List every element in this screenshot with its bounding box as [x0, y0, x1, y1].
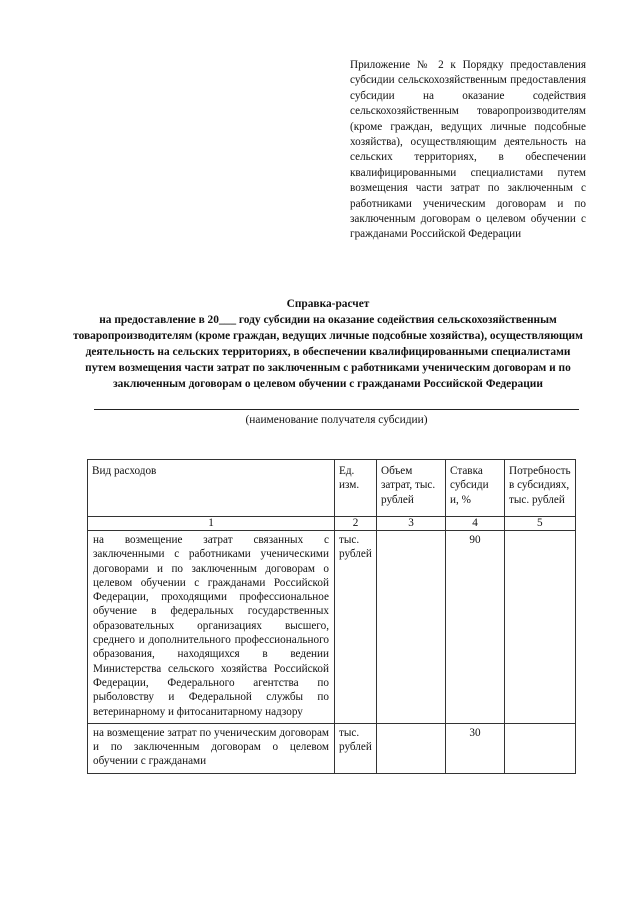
- column-number: 5: [505, 517, 576, 531]
- header-expense-type: Вид расходов: [88, 460, 335, 517]
- row-expense-description: на возмещение затрат связанных с заключенными с работниками ученическими договорами и по заключенным договорам о целевом обучении с гражданами Российской Федерации, проходящими профессиональное обучение в федеральных государственных образовательных организациях высшего, среднего и дополнительного профессионального образования, находящихся в ведении Министерства сельского хозяйства Российской Федерации, Федерального агентства по рыболовству и Федеральной службы по ветеринарному и фитосанитарному надзору: [88, 531, 335, 724]
- row-expense-description: на возмещение затрат по ученическим договорам и по заключенным договорам о целевом обучении с гражданами: [88, 723, 335, 773]
- title-heading: Справка-расчет: [286, 298, 370, 310]
- row-unit: тыс. рублей: [335, 723, 377, 773]
- column-number-row: [88, 517, 576, 531]
- column-number: 2: [335, 517, 377, 531]
- document-title: [70, 296, 586, 392]
- row-volume: [377, 723, 446, 773]
- table-row: [88, 531, 576, 724]
- row-unit: тыс. рублей: [335, 531, 377, 724]
- row-rate: 30: [446, 723, 505, 773]
- header-volume: Объем затрат, тыс. рублей: [377, 460, 446, 517]
- row-volume: [377, 531, 446, 724]
- header-unit: Ед. изм.: [335, 460, 377, 517]
- recipient-caption: (наименование получателя субсидии): [245, 414, 428, 426]
- header-rate: Ставка субсиди и, %: [446, 460, 505, 517]
- column-number: 1: [88, 517, 335, 531]
- table-header-row: [88, 460, 576, 517]
- row-need: [505, 723, 576, 773]
- row-rate: 90: [446, 531, 505, 724]
- appendix-text: Приложение № 2 к Порядку предоставления субсидии сельскохозяйственным предоставления субсидии на оказание содействия сельскохозяйственным товаропроизводителям (кроме граждан, ведущих личные подсобные хозяйства), осуществляющим деятельность на сельских территориях, в обеспечении квалифицированными специалистами путем возмещения части затрат по заключенным с работниками ученическим договорам и по заключенным договорам о целевом обучении с гражданами Российской Федерации: [350, 59, 586, 241]
- title-body: на предоставление в 20___ году субсидии на оказание содействия сельскохозяйственным товаропроизводителям (кроме граждан, ведущих личные подсобные хозяйства), осуществляющим деятельность на сельских территориях, в обеспечении квалифицированными специалистами путем возмещения части затрат по заключенным с работниками ученическим договорам и по заключенным договорам о целевом обучении с гражданами Российской Федерации: [73, 314, 583, 390]
- column-number: 4: [446, 517, 505, 531]
- calculation-table: [87, 459, 576, 774]
- table-row: [88, 723, 576, 773]
- row-need: [505, 531, 576, 724]
- appendix-block: [350, 58, 586, 243]
- header-need: Потребность в субсидиях, тыс. рублей: [505, 460, 576, 517]
- column-number: 3: [377, 517, 446, 531]
- recipient-name-line: [94, 409, 579, 410]
